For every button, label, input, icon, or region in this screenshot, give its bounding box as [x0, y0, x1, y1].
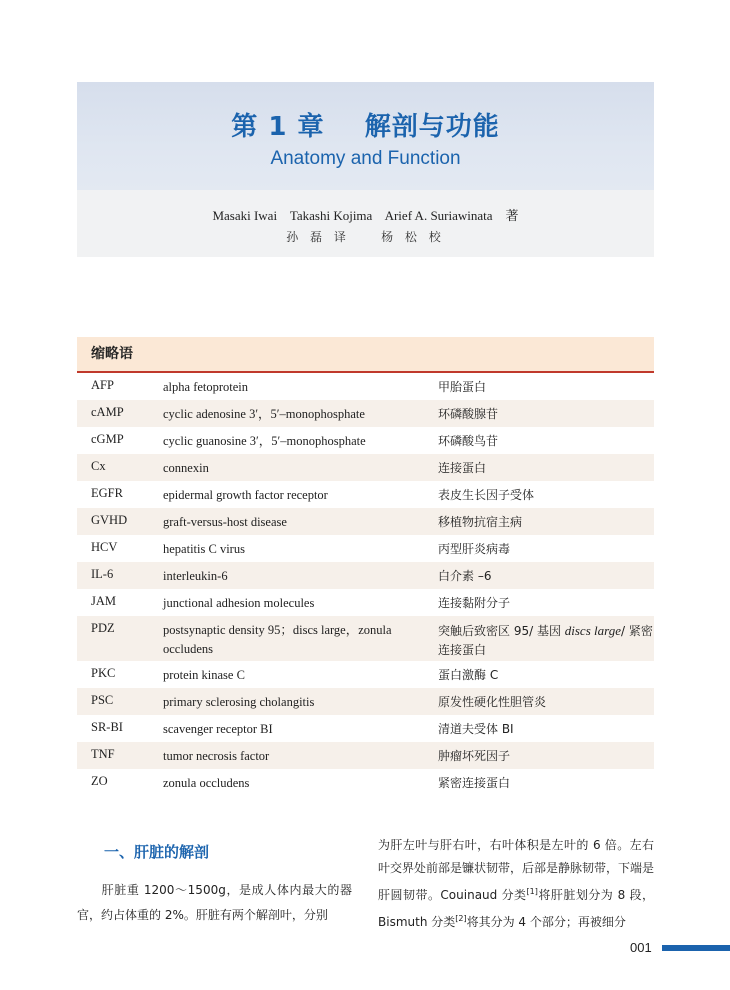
chinese-cell: [438, 616, 654, 660]
body-text-right: [378, 834, 654, 934]
english-cell: scavenger receptor BI: [163, 722, 273, 736]
body-paragraph: 肝脏重 1200～1500g，是成人体内最大的器官，约占体重的 2%。肝脏有两个解剖叶，分别: [77, 883, 352, 922]
table-row: [77, 454, 654, 481]
table-row: [77, 589, 654, 616]
english-cell: cyclic adenosine 3′，5′–monophosphate: [163, 407, 365, 421]
chapter-title: 第 1 章 解剖与功能: [231, 112, 500, 142]
english-cell: protein kinase C: [163, 668, 245, 682]
table-row: [77, 688, 654, 715]
chinese-cell: 环磷酸鸟苷: [438, 434, 499, 448]
citation: [2]: [455, 914, 467, 923]
chinese-cell: 甲胎蛋白: [438, 380, 487, 394]
translators: 孙 磊 译 杨 松 校: [286, 230, 445, 244]
abbreviation-heading: 缩略语: [77, 337, 654, 373]
abbr-cell: HCV: [91, 540, 118, 554]
english-cell: hepatitis C virus: [163, 542, 245, 556]
abbr-cell: PSC: [91, 693, 114, 707]
chinese-cell: 原发性硬化性胆管炎: [438, 695, 547, 709]
chinese-cell-part: / 紧密连接蛋白: [438, 624, 653, 657]
table-row: [77, 400, 654, 427]
table-row: [77, 427, 654, 454]
gene-name-italic: discs large: [564, 623, 621, 638]
chinese-cell: 表皮生长因子受体: [438, 488, 535, 502]
english-cell: alpha fetoprotein: [163, 380, 249, 394]
english-cell: tumor necrosis factor: [163, 749, 270, 763]
english-cell: graft-versus-host disease: [163, 515, 287, 529]
chinese-cell: 丙型肝炎病毒: [438, 542, 511, 556]
abbr-cell: cGMP: [91, 432, 124, 446]
chinese-cell-part: 突触后致密区 95/ 基因: [438, 624, 565, 638]
table-row: [77, 481, 654, 508]
abbr-cell: JAM: [91, 594, 117, 608]
english-cell: interleukin-6: [163, 569, 228, 583]
abbr-cell: cAMP: [91, 405, 124, 419]
abbr-cell: TNF: [91, 747, 115, 761]
abbr-cell: ZO: [91, 774, 108, 788]
abbr-cell: IL-6: [91, 567, 114, 581]
abbr-cell: GVHD: [91, 513, 128, 527]
body-paragraph: 将其分为 4 个部分；再被细分: [466, 915, 626, 929]
body-paragraph: 为肝左叶与肝右叶，右叶体积是左叶的 6 倍。左右叶交界处前部是镰状韧带，后部是静脉韧带，下端是肝圆韧带。Couinaud 分类: [378, 838, 655, 902]
table-row: [77, 742, 654, 769]
body-text-left: [77, 878, 352, 928]
chinese-cell: 清道夫受体 BI: [438, 722, 514, 736]
chinese-cell: 紧密连接蛋白: [438, 776, 511, 790]
english-cell: epidermal growth factor receptor: [163, 488, 328, 502]
table-row: [77, 769, 654, 796]
english-cell: cyclic guanosine 3′，5′–monophosphate: [163, 434, 366, 448]
page-number-bar: [662, 945, 730, 951]
table-row: [77, 661, 654, 688]
chinese-cell: 环磷酸腺苷: [438, 407, 499, 421]
abbr-cell: SR-BI: [91, 720, 123, 734]
chinese-cell: 肿瘤坏死因子: [438, 749, 511, 763]
abbr-cell: EGFR: [91, 486, 123, 500]
table-row: [77, 535, 654, 562]
abbr-cell: PDZ: [91, 621, 115, 635]
english-cell: zonula occludens: [163, 776, 250, 790]
table-row: [77, 616, 654, 661]
authors: Masaki Iwai Takashi Kojima Arief A. Suriawinata 著: [212, 208, 519, 223]
section-title: 一、肝脏的解剖: [104, 843, 210, 861]
citation: [1]: [526, 887, 538, 896]
abbreviation-table: [77, 337, 654, 796]
chinese-cell: 白介素 –6: [438, 569, 492, 583]
abbr-cell: Cx: [91, 459, 106, 473]
chinese-cell: 移植物抗宿主病: [438, 515, 523, 529]
table-row: [77, 373, 654, 400]
table-row: [77, 715, 654, 742]
english-cell: primary sclerosing cholangitis: [163, 695, 315, 709]
abbr-cell: PKC: [91, 666, 116, 680]
table-row: [77, 508, 654, 535]
body-paragraph: 将肝脏划分为 8 段，Bismuth 分类: [378, 888, 654, 929]
english-cell: postsynaptic density 95；discs large，zonula occludens: [163, 623, 392, 656]
abbr-cell: AFP: [91, 378, 114, 392]
chinese-cell: 蛋白激酶 C: [438, 668, 499, 682]
english-cell: connexin: [163, 461, 209, 475]
chapter-subtitle: Anatomy and Function: [270, 148, 461, 169]
english-cell: junctional adhesion molecules: [163, 596, 315, 610]
page-number: 001: [630, 940, 652, 955]
chinese-cell: 连接蛋白: [438, 461, 487, 475]
chinese-cell: 连接黏附分子: [438, 596, 511, 610]
table-row: [77, 562, 654, 589]
